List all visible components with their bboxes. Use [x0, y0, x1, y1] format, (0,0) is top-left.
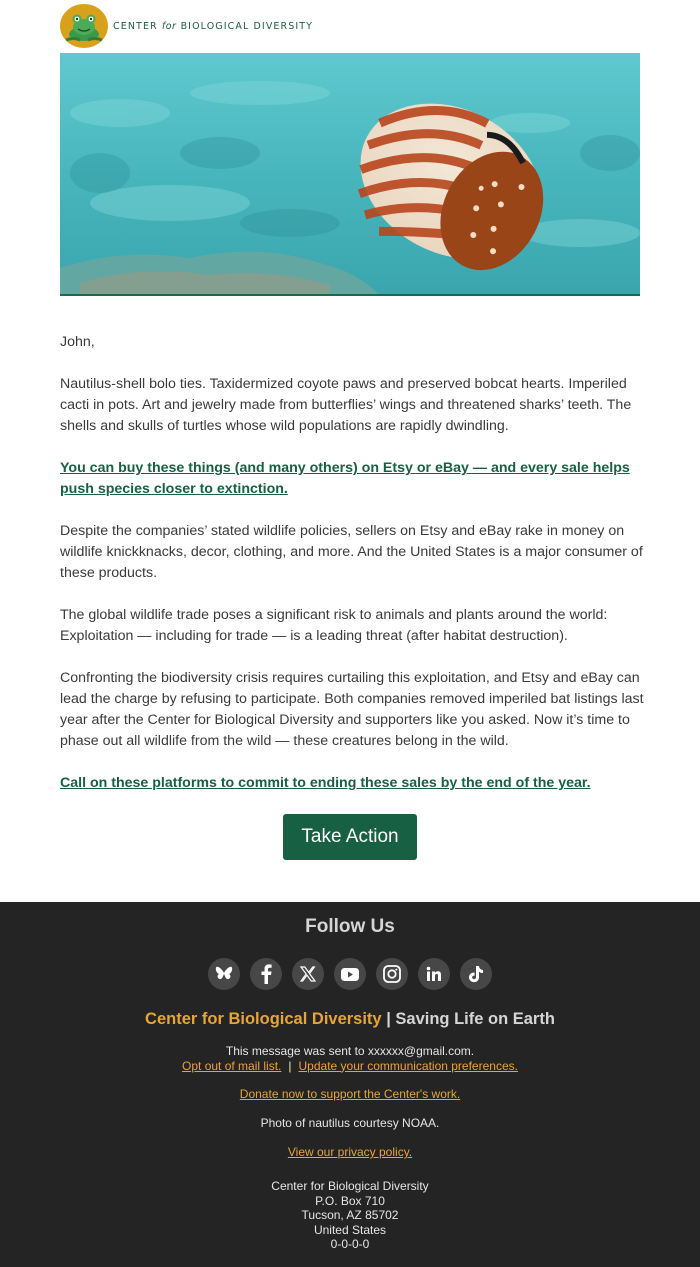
org-name: Center for Biological Diversity [145, 1010, 382, 1028]
org-tagline [0, 1010, 700, 1029]
tiktok-icon[interactable] [460, 958, 492, 990]
paragraph-biodiversity: Confronting the biodiversity crisis requires curtailing this exploitation, and Etsy and eBay can lead the charge by refusing to participate. Both companies removed imperiled bat listings last year after the Center for Biological Diversity and supporters like you asked. Now it’s time to phase out all wildlife from the wild — these creatures belong in the wild. [60, 670, 644, 749]
greeting: John, [60, 334, 95, 350]
address-name: Center for Biological Diversity [271, 1179, 429, 1193]
follow-us-heading: Follow Us [305, 916, 395, 937]
frog-logo-icon [60, 4, 108, 48]
photo-credit: Photo of nautilus courtesy NOAA. [260, 1116, 440, 1130]
paragraph-policies: Despite the companies’ stated wildlife policies, sellers on Etsy and eBay rake in money on wildlife knickknacks, decor, clothing, and more. And the United States is a major consumer of these products. [60, 523, 643, 581]
address-country: United States [313, 1222, 387, 1237]
cta-wrapper [0, 814, 700, 860]
mailing-address [0, 1179, 700, 1252]
tagline: | Saving Life on Earth [386, 1010, 555, 1028]
address-code: 0-0-0-0 [330, 1237, 370, 1251]
donate-line [0, 1087, 700, 1102]
social-links [208, 958, 492, 990]
header-logo[interactable] [60, 4, 313, 48]
sent-to-line [0, 1044, 700, 1073]
x-icon[interactable] [292, 958, 324, 990]
privacy-policy-link[interactable]: View our privacy policy. [287, 1145, 413, 1159]
pipe-separator: | [288, 1058, 292, 1073]
etsy-ebay-link[interactable]: You can buy these things (and many others) on Etsy or eBay — and every sale helps push species closer to extinction. [60, 460, 630, 497]
footer [0, 902, 700, 1267]
address-box: P.O. Box 710 [315, 1193, 385, 1208]
update-preferences-link[interactable]: Update your communication preferences. [298, 1058, 518, 1073]
donate-link[interactable]: Donate now to support the Center's work. [239, 1087, 461, 1101]
paragraph-call-link [60, 773, 650, 794]
paragraph-link-etsy-ebay [60, 458, 650, 500]
privacy-line [0, 1145, 700, 1160]
sent-to-text: This message was sent to xxxxxx@gmail.com. [225, 1044, 475, 1058]
take-action-button[interactable]: Take Action [283, 814, 417, 860]
linkedin-icon[interactable] [418, 958, 450, 990]
paragraph-global-trade: The global wildlife trade poses a significant risk to animals and plants around the world: Exploitation — including for trade — is a leading threat (after habitat destruction). [60, 607, 608, 644]
facebook-icon[interactable] [250, 958, 282, 990]
call-on-platforms-link[interactable]: Call on these platforms to commit to ending these sales by the end of the year. [60, 775, 591, 791]
hero-nautilus-image [60, 53, 640, 296]
paragraph-intro: Nautilus-shell bolo ties. Taxidermized coyote paws and preserved bobcat hearts. Imperiled cacti in pots. Art and jewelry made from butterflies’ wings and threatened sharks’ teeth. The shells and skulls of turtles whose wild populations are rapidly dwindling. [60, 376, 632, 434]
email-body [60, 332, 650, 815]
youtube-icon[interactable] [334, 958, 366, 990]
opt-out-link[interactable]: Opt out of mail list. [182, 1058, 282, 1073]
bluesky-icon[interactable] [208, 958, 240, 990]
instagram-icon[interactable] [376, 958, 408, 990]
address-city: Tucson, AZ 85702 [301, 1208, 399, 1222]
logo-wordmark: CENTER for BIOLOGICAL DIVERSITY [113, 20, 314, 32]
